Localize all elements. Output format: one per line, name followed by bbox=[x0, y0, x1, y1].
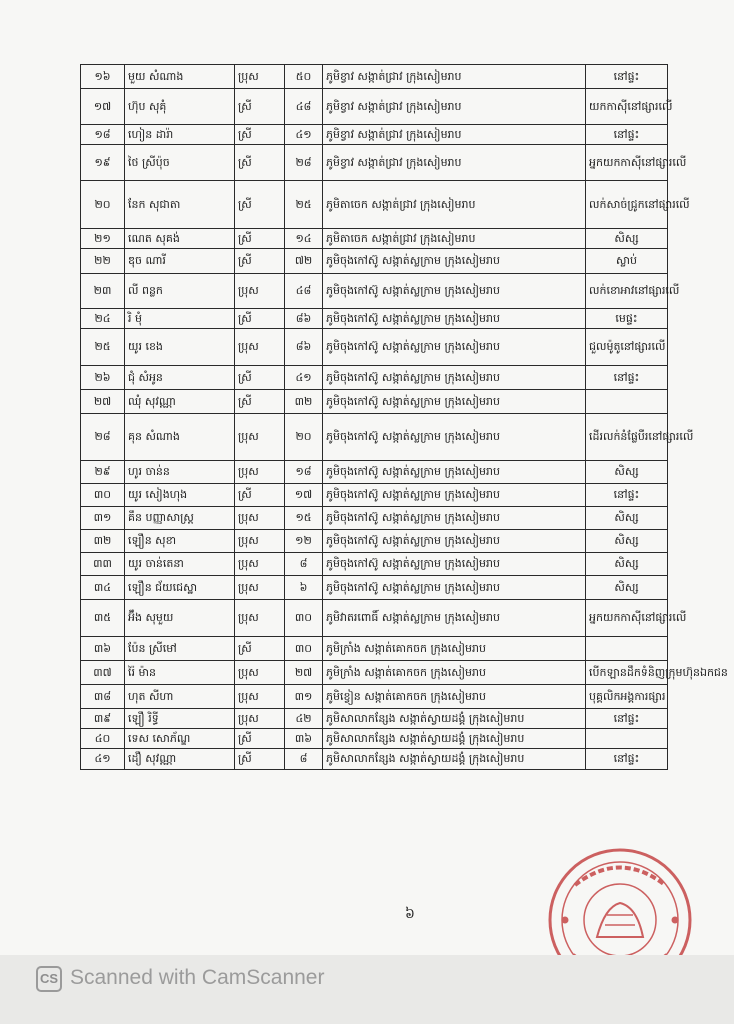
sex-cell: ប្រុស bbox=[235, 274, 285, 309]
address-cell: ភូមិចុងកៅស៊ូ សង្កាត់ស្លក្រាម ក្រុងសៀមរាប bbox=[323, 414, 586, 461]
table-row bbox=[81, 600, 668, 637]
sex-cell: ស្រី bbox=[235, 125, 285, 145]
person-name: ហៀន ដារ៉ា bbox=[125, 125, 235, 145]
table-row bbox=[81, 484, 668, 507]
row-number: ៣៦ bbox=[81, 637, 125, 661]
table-row bbox=[81, 637, 668, 661]
person-name: លី ពន្លក bbox=[125, 274, 235, 309]
address-cell: ភូមិវាតរពោធិ៍ សង្កាត់ស្លក្រាម ក្រុងសៀមរាប bbox=[323, 600, 586, 637]
page-number: ៦ bbox=[405, 906, 415, 922]
note-cell: នៅផ្ទះ bbox=[586, 749, 668, 770]
sex-cell: ប្រុស bbox=[235, 414, 285, 461]
person-name: ហ៊ុប សុគុំ bbox=[125, 89, 235, 125]
row-number: ៣៩ bbox=[81, 709, 125, 729]
sex-cell: ប្រុស bbox=[235, 65, 285, 89]
row-number: ៣៧ bbox=[81, 661, 125, 685]
note-cell: នៅផ្ទះ bbox=[586, 484, 668, 507]
note-cell: សិស្ស bbox=[586, 229, 668, 249]
table-row bbox=[81, 274, 668, 309]
person-name: ទេស សោភ័ណ្ឌ bbox=[125, 729, 235, 749]
person-name: ឡឿ រិទ្ធី bbox=[125, 709, 235, 729]
row-number: ២៩ bbox=[81, 461, 125, 484]
note-cell: សិស្ស bbox=[586, 507, 668, 530]
table-row bbox=[81, 661, 668, 685]
address-cell: ភូមិចុងកៅស៊ូ សង្កាត់ស្លក្រាម ក្រុងសៀមរាប bbox=[323, 366, 586, 390]
row-number: ២១ bbox=[81, 229, 125, 249]
row-number: ២០ bbox=[81, 181, 125, 229]
table-row bbox=[81, 530, 668, 553]
person-name: ប៉ែន ស្រីមៅ bbox=[125, 637, 235, 661]
row-number: ១៦ bbox=[81, 65, 125, 89]
note-cell: នៅផ្ទះ bbox=[586, 65, 668, 89]
sex-cell: ប្រុស bbox=[235, 685, 285, 709]
age-cell: ៨ bbox=[285, 749, 323, 770]
sex-cell: ស្រី bbox=[235, 366, 285, 390]
row-number: ៤០ bbox=[81, 729, 125, 749]
person-name: ឡឿន ជ័យជេស្ឋា bbox=[125, 576, 235, 600]
table-row bbox=[81, 229, 668, 249]
address-cell: ភូមិចុងកៅស៊ូ សង្កាត់ស្លក្រាម ក្រុងសៀមរាប bbox=[323, 329, 586, 366]
note-cell: អ្នកយកកាស៊ីនៅផ្សារលើ bbox=[586, 600, 668, 637]
row-number: ១៩ bbox=[81, 145, 125, 181]
age-cell: ១៨ bbox=[285, 461, 323, 484]
sex-cell: ប្រុស bbox=[235, 661, 285, 685]
age-cell: ៤៨ bbox=[285, 274, 323, 309]
sex-cell: ប្រុស bbox=[235, 553, 285, 576]
note-cell: សិស្ស bbox=[586, 530, 668, 553]
age-cell: ២៨ bbox=[285, 145, 323, 181]
age-cell: ១៥ bbox=[285, 507, 323, 530]
person-name: យូរ ចាន់តេនា bbox=[125, 553, 235, 576]
row-number: ២៤ bbox=[81, 309, 125, 329]
row-number: ២៦ bbox=[81, 366, 125, 390]
age-cell: ១៧ bbox=[285, 484, 323, 507]
address-cell: ភូមិចុងកៅស៊ូ សង្កាត់ស្លក្រាម ក្រុងសៀមរាប bbox=[323, 484, 586, 507]
note-cell: ជួលម៉ូតូនៅផ្សារលើ bbox=[586, 329, 668, 366]
sex-cell: ស្រី bbox=[235, 729, 285, 749]
address-cell: ភូមិចុងកៅស៊ូ សង្កាត់ស្លក្រាម ក្រុងសៀមរាប bbox=[323, 390, 586, 414]
row-number: ៣២ bbox=[81, 530, 125, 553]
person-name: ហុត សីហា bbox=[125, 685, 235, 709]
roster-body bbox=[81, 65, 728, 770]
sex-cell: ប្រុស bbox=[235, 709, 285, 729]
note-cell: សិស្ស bbox=[586, 553, 668, 576]
person-name: ណេត សុគង់ bbox=[125, 229, 235, 249]
note-cell: ស្លាប់ bbox=[586, 249, 668, 274]
age-cell: ៤២ bbox=[285, 709, 323, 729]
table-row bbox=[81, 414, 668, 461]
row-number: ២៥ bbox=[81, 329, 125, 366]
age-cell: ៤១ bbox=[285, 366, 323, 390]
table-row bbox=[81, 329, 668, 366]
person-name: អ៊ឹង សុមួយ bbox=[125, 600, 235, 637]
sex-cell: ប្រុស bbox=[235, 530, 285, 553]
sex-cell: ស្រី bbox=[235, 249, 285, 274]
address-cell: ភូមិចុងកៅស៊ូ សង្កាត់ស្លក្រាម ក្រុងសៀមរាប bbox=[323, 553, 586, 576]
note-cell: មេផ្ទះ bbox=[586, 309, 668, 329]
sex-cell: ស្រី bbox=[235, 181, 285, 229]
table-row bbox=[81, 709, 668, 729]
note-cell: នៅផ្ទះ bbox=[586, 366, 668, 390]
table-row bbox=[81, 89, 668, 125]
address-cell: ភូមិចុងកៅស៊ូ សង្កាត់ស្លក្រាម ក្រុងសៀមរាប bbox=[323, 274, 586, 309]
note-cell: លក់ខោអាវនៅផ្សារលើ bbox=[586, 274, 668, 309]
address-cell: ភូមិសាលាកន្សែង សង្កាត់ស្វាយដង្គំ ក្រុងសៀមរាប bbox=[323, 709, 586, 729]
address-cell: ភូមិខ្វៀន សង្កាត់គោកចក ក្រុងសៀមរាប bbox=[323, 685, 586, 709]
sex-cell: ស្រី bbox=[235, 390, 285, 414]
table-row bbox=[81, 366, 668, 390]
address-cell: ភូមិសាលាកន្សែង សង្កាត់ស្វាយដង្គំ ក្រុងសៀមរាប bbox=[323, 729, 586, 749]
address-cell: ភូមិចុងកៅស៊ូ សង្កាត់ស្លក្រាម ក្រុងសៀមរាប bbox=[323, 576, 586, 600]
table-row bbox=[81, 145, 668, 181]
age-cell: ១៤ bbox=[285, 229, 323, 249]
sex-cell: ស្រី bbox=[235, 89, 285, 125]
address-cell: ភូមិចុងកៅស៊ូ សង្កាត់ស្លក្រាម ក្រុងសៀមរាប bbox=[323, 530, 586, 553]
address-cell: ភូមិខ្វាវ សង្កាត់ជ្រាវ ក្រុងសៀមរាប bbox=[323, 65, 586, 89]
row-number: ១៧ bbox=[81, 89, 125, 125]
age-cell: ២០ bbox=[285, 414, 323, 461]
person-name: រ៉ៃ ម៉ាន bbox=[125, 661, 235, 685]
scanner-watermark-text: Scanned with CamScanner bbox=[70, 966, 325, 989]
sex-cell: ស្រី bbox=[235, 309, 285, 329]
person-name: យូរ សៀងហុង bbox=[125, 484, 235, 507]
row-number: ២៣ bbox=[81, 274, 125, 309]
table-row bbox=[81, 729, 668, 749]
note-cell: សិស្ស bbox=[586, 576, 668, 600]
row-number: ៣៨ bbox=[81, 685, 125, 709]
table-row bbox=[81, 249, 668, 274]
note-cell: អ្នកយកកាស៊ីនៅផ្សារលើ bbox=[586, 145, 668, 181]
age-cell: ៤៨ bbox=[285, 89, 323, 125]
person-name: ឈុំ សុវណ្ណា bbox=[125, 390, 235, 414]
row-number: ២៧ bbox=[81, 390, 125, 414]
address-cell: ភូមិក្រាំង សង្កាត់គោកចក ក្រុងសៀមរាប bbox=[323, 661, 586, 685]
table-row bbox=[81, 576, 668, 600]
address-cell: ភូមិសាលាកន្សែង សង្កាត់ស្វាយដង្គំ ក្រុងសៀមរាប bbox=[323, 749, 586, 770]
age-cell: ១២ bbox=[285, 530, 323, 553]
person-name: ឌុច ណារី bbox=[125, 249, 235, 274]
note-cell: យកកាស៊ីនៅផ្សារលើ bbox=[586, 89, 668, 125]
table-row bbox=[81, 125, 668, 145]
row-number: ៣៥ bbox=[81, 600, 125, 637]
age-cell: ៣២ bbox=[285, 390, 323, 414]
age-cell: ៦ bbox=[285, 576, 323, 600]
note-cell: បើកឡានដឹកទំនិញក្រុមហ៊ុនឯកជន bbox=[586, 661, 668, 685]
age-cell: ៣៦ bbox=[285, 729, 323, 749]
person-name: នែក សុជាតា bbox=[125, 181, 235, 229]
row-number: ៣១ bbox=[81, 507, 125, 530]
sex-cell: ប្រុស bbox=[235, 576, 285, 600]
sex-cell: ប្រុស bbox=[235, 329, 285, 366]
age-cell: ៧២ bbox=[285, 249, 323, 274]
address-cell: ភូមិតាចេក សង្កាត់ជ្រាវ ក្រុងសៀមរាប bbox=[323, 181, 586, 229]
row-number: ១៨ bbox=[81, 125, 125, 145]
note-cell: នៅផ្ទះ bbox=[586, 709, 668, 729]
age-cell: ៤១ bbox=[285, 125, 323, 145]
age-cell: ២៥ bbox=[285, 181, 323, 229]
row-number: ៣៣ bbox=[81, 553, 125, 576]
age-cell: ៣០ bbox=[285, 600, 323, 637]
sex-cell: ស្រី bbox=[235, 229, 285, 249]
note-cell bbox=[586, 729, 668, 749]
age-cell: ៣១ bbox=[285, 685, 323, 709]
note-cell bbox=[586, 390, 668, 414]
sex-cell: ស្រី bbox=[235, 749, 285, 770]
person-name: ហូរ ចាន់ន bbox=[125, 461, 235, 484]
age-cell: ៨៦ bbox=[285, 329, 323, 366]
row-number: ៣៤ bbox=[81, 576, 125, 600]
table-row bbox=[81, 181, 668, 229]
address-cell: ភូមិក្រាំង សង្កាត់គោកចក ក្រុងសៀមរាប bbox=[323, 637, 586, 661]
person-name: ដឿ សុវណ្ណា bbox=[125, 749, 235, 770]
sex-cell: ប្រុស bbox=[235, 461, 285, 484]
address-cell: ភូមិចុងកៅស៊ូ សង្កាត់ស្លក្រាម ក្រុងសៀមរាប bbox=[323, 309, 586, 329]
person-roster-table bbox=[80, 64, 728, 770]
table-row bbox=[81, 749, 668, 770]
table-row bbox=[81, 309, 668, 329]
person-name: មួយ សំណាង bbox=[125, 65, 235, 89]
table-row bbox=[81, 461, 668, 484]
person-name: ថៃ ស្រីប៉ុច bbox=[125, 145, 235, 181]
row-number: ២២ bbox=[81, 249, 125, 274]
note-cell: នៅផ្ទះ bbox=[586, 125, 668, 145]
note-cell bbox=[586, 637, 668, 661]
age-cell: ៨៦ bbox=[285, 309, 323, 329]
person-name: គុន សំណាង bbox=[125, 414, 235, 461]
address-cell: ភូមិចុងកៅស៊ូ សង្កាត់ស្លក្រាម ក្រុងសៀមរាប bbox=[323, 507, 586, 530]
table-row bbox=[81, 507, 668, 530]
note-cell: ដើរលក់នំផ្លែបឺរនៅផ្សារលើ bbox=[586, 414, 668, 461]
address-cell: ភូមិតាចេក សង្កាត់ជ្រាវ ក្រុងសៀមរាប bbox=[323, 229, 586, 249]
sex-cell: ស្រី bbox=[235, 484, 285, 507]
sex-cell: ប្រុស bbox=[235, 507, 285, 530]
note-cell: លក់សាច់ជ្រូកនៅផ្សារលើ bbox=[586, 181, 668, 229]
row-number: ៤១ bbox=[81, 749, 125, 770]
sex-cell: ស្រី bbox=[235, 145, 285, 181]
row-number: ៣០ bbox=[81, 484, 125, 507]
table-row bbox=[81, 553, 668, 576]
person-name: រិ មុំ bbox=[125, 309, 235, 329]
note-cell: សិស្ស bbox=[586, 461, 668, 484]
row-number: ២៨ bbox=[81, 414, 125, 461]
address-cell: ភូមិចុងកៅស៊ូ សង្កាត់ស្លក្រាម ក្រុងសៀមរាប bbox=[323, 249, 586, 274]
age-cell: ៨ bbox=[285, 553, 323, 576]
address-cell: ភូមិខ្វាវ សង្កាត់ជ្រាវ ក្រុងសៀមរាប bbox=[323, 125, 586, 145]
camscanner-logo-icon: CS bbox=[36, 966, 62, 992]
address-cell: ភូមិខ្វាវ សង្កាត់ជ្រាវ ក្រុងសៀមរាប bbox=[323, 145, 586, 181]
person-name: គឹន បញ្ញាសាស្ត្រ bbox=[125, 507, 235, 530]
age-cell: ៣០ bbox=[285, 637, 323, 661]
age-cell: ៥០ bbox=[285, 65, 323, 89]
table-row bbox=[81, 685, 668, 709]
person-name: ឡឿន សុខា bbox=[125, 530, 235, 553]
note-cell: បុគ្គលិកអង្គការផ្សារ bbox=[586, 685, 668, 709]
table-row bbox=[81, 390, 668, 414]
person-name: ជុំ សំអូន bbox=[125, 366, 235, 390]
sex-cell: ប្រុស bbox=[235, 600, 285, 637]
age-cell: ២៧ bbox=[285, 661, 323, 685]
address-cell: ភូមិចុងកៅស៊ូ សង្កាត់ស្លក្រាម ក្រុងសៀមរាប bbox=[323, 461, 586, 484]
sex-cell: ស្រី bbox=[235, 637, 285, 661]
person-name: យូរ ខេង bbox=[125, 329, 235, 366]
address-cell: ភូមិខ្វាវ សង្កាត់ជ្រាវ ក្រុងសៀមរាប bbox=[323, 89, 586, 125]
table-row bbox=[81, 65, 668, 89]
